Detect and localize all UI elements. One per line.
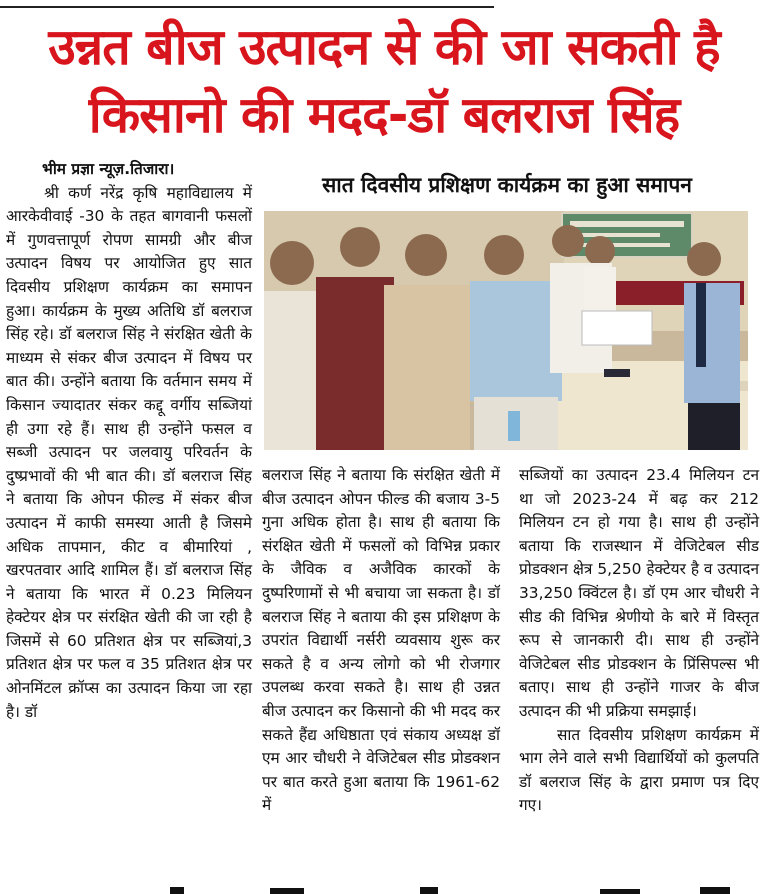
next-article-fragments bbox=[0, 884, 768, 894]
byline: भीम प्रज्ञा न्यूज़.तिजारा। bbox=[42, 160, 175, 178]
column-3-paragraph-1: सब्जियों का उत्पादन 23.4 मिलियन टन था जो 2023-24 में बढ़ कर 212 मिलियन टन हो गया है। साथ ही उन्होंने बताया कि राजस्थान में वेजिटेबल सीड प्रोडक्शन क्षेत्र 5,250 हेक्टेयर है व उत्पादन 33,250 क्विंटल है। डॉ एम आर चौधरी ने सीड की विभिन्न श्रेणीयो के बारे में विस्तृत रूप से जानकारी दी। साथ ही उन्होंने वेजिटेबल सीड प्रोडक्शन के प्रिंसिपल्स भी बताए। साथ ही उन्होंने गाजर के बीज उत्पादन की भी प्रक्रिया समझाई। bbox=[519, 466, 759, 720]
headline-line-2: किसानो की मदद-डॉ बलराज सिंह bbox=[88, 86, 680, 144]
article-column-3 bbox=[519, 464, 759, 818]
column-2-text: बलराज सिंह ने बताया कि संरक्षित खेती में बीज उत्पादन ओपन फील्ड की बजाय 3-5 गुना अधिक होता है। साथ ही बताया कि संरक्षित खेती में फसलों को विभिन्न प्रकार के जैविक व अजैविक कारकों के दुष्परिणामों से भी बचाया जा सकता है। डॉ बलराज सिंह ने बताया की इस प्रशिक्षण के उपरांत विद्यार्थी नर्सरी व्यवसाय शुरू कर सकते है व अन्य लोगो को भी रोजगार उपलब्ध करवा सकते है। साथ ही उन्नत बीज उत्पादन कर किसानो की भी मदद कर सकते हैंद्य अधिष्ठाता एवं संकाय अध्यक्ष डॉ एम आर चौधरी ने वेजिटेबल सीड प्रोडक्शन पर बात करते हुआ बताया कि 1961-62 में bbox=[262, 466, 500, 815]
article-column-1 bbox=[6, 158, 252, 724]
event-photo-illustration bbox=[264, 211, 748, 450]
top-rule bbox=[0, 6, 494, 8]
headline-line-1: उन्नत बीज उत्पादन से की जा सकती है bbox=[48, 18, 720, 76]
column-1-text: श्री कर्ण नरेंद्र कृषि महाविद्यालय में आरकेवीवाई -30 के तहत बागवानी फसलों में गुणवत्तापूर्ण रोपण सामग्री और बीज उत्पादन विषय पर आयोजित हुए सात दिवसीय प्रशिक्षण कार्यक्रम का समापन हुआ। कार्यक्रम के मुख्य अतिथि डॉ बलराज सिंह रहे। डॉ बलराज सिंह ने संरक्षित खेती के माध्यम से संकर बीज उत्पादन में विषय पर बात की। उन्होंने बताया कि वर्तमान समय में किसान ज्यादातर संकर कद्दू वर्गीय सब्जियां ही उगा रहे हैं। साथ ही उन्होंने फसल व सब्जी उत्पादन पर जलवायु परिवर्तन के दुष्प्रभावों की भी बात की। डॉ बलराज सिंह ने बताया कि ओपन फील्ड में संकर बीज उत्पादन में काफी समस्या आती है जिसमे अधिक तापमान, कीट व बीमारियां , खरपतवार आदि शामिल हैं। डॉ बलराज सिंह ने बताया कि भारत में 0.23 मिलियन हेक्टेयर क्षेत्र पर संरक्षित खेती की जा रही है जिसमें से 60 प्रतिशत क्षेत्र पर सब्जियां,3 प्रतिशत क्षेत्र पर फल व 35 प्रतिशत क्षेत्र पर ओनमिंटल क्रॉप्स का उत्पादन किया जा रहा है। डॉ bbox=[6, 183, 252, 721]
column-3-paragraph-2: सात दिवसीय प्रशिक्षण कार्यक्रम में भाग लेने वाले सभी विद्यार्थियों को कुलपति डॉ बलराज सिंह के द्वारा प्रमाण पत्र दिए गए। bbox=[519, 725, 759, 815]
event-photo bbox=[264, 211, 748, 450]
subheading: सात दिवसीय प्रशिक्षण कार्यक्रम का हुआ समापन bbox=[322, 173, 692, 197]
article-column-2 bbox=[262, 464, 500, 818]
